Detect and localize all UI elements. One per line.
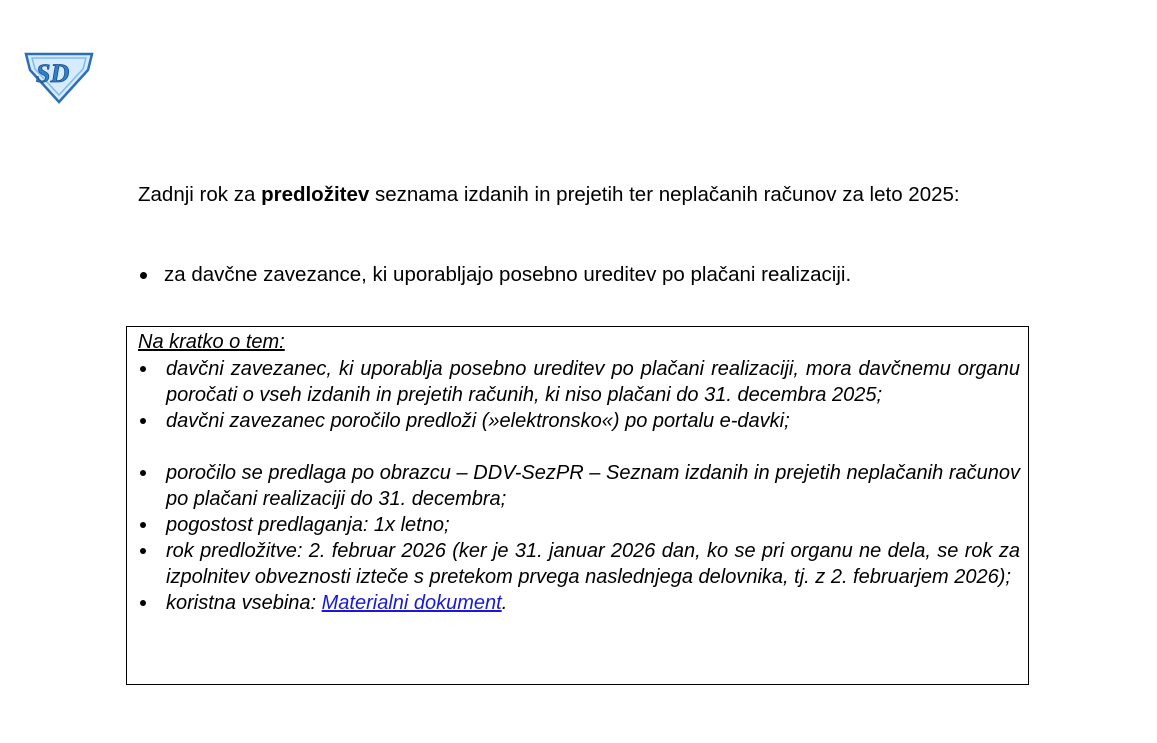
list-item bbox=[127, 356, 1028, 408]
intro-text-bold: predložitev bbox=[261, 183, 370, 206]
bullet-dot-icon bbox=[140, 522, 146, 528]
list-item bbox=[127, 460, 1028, 512]
list-item-text: rok predložitve: 2. februar 2026 (ker je 31. januar 2026 dan, ko se pri organu ne dela, se rok za izpolnitev obveznosti izteče s pretekom prvega naslednjega delovnika, tj. z 2. februarjem 2026); bbox=[166, 540, 1020, 588]
bullet-dot-icon bbox=[140, 600, 146, 606]
list-item-text: poročilo se predlaga po obrazcu – DDV-SezPR – Seznam izdanih in prejetih neplačanih računov po plačani realizaciji do 31. decembra; bbox=[166, 462, 1020, 510]
bullet-dot-icon bbox=[140, 418, 146, 424]
bullet-dot-icon bbox=[140, 470, 146, 476]
list-item-suffix: . bbox=[501, 592, 508, 614]
intro-paragraph bbox=[138, 174, 1038, 215]
bullet-dot-icon bbox=[140, 366, 146, 372]
list-item-text: davčni zavezanec, ki uporablja posebno ureditev po plačani realizaciji, mora davčnemu organu poročati o vseh izdanih in prejetih računih, ki niso plačani do 31. decembra 2025; bbox=[166, 358, 1020, 406]
summary-list bbox=[127, 356, 1028, 616]
sd-logo-icon bbox=[22, 48, 96, 104]
list-item bbox=[127, 590, 1028, 616]
bullet-dot-icon bbox=[140, 272, 147, 279]
materialni-dokument-link[interactable]: Materialni dokument bbox=[321, 592, 502, 614]
bullet-dot-icon bbox=[140, 548, 146, 554]
list-item bbox=[127, 408, 1028, 434]
intro-text-before: Zadnji rok za bbox=[138, 183, 262, 206]
summary-box bbox=[126, 326, 1029, 685]
list-item-text: pogostost predlaganja: 1x letno; bbox=[166, 514, 450, 536]
summary-box-title: Na kratko o tem: bbox=[138, 331, 285, 353]
svg-text:SD: SD bbox=[36, 59, 70, 88]
list-item bbox=[127, 512, 1028, 538]
intro-bullet-text: za davčne zavezance, ki uporabljajo posebno ureditev po plačani realizaciji. bbox=[164, 263, 852, 286]
intro-text-after: seznama izdanih in prejetih ter neplačanih računov za leto 2025: bbox=[369, 183, 960, 206]
list-item bbox=[127, 538, 1028, 590]
list-item-prefix: koristna vsebina: bbox=[166, 592, 322, 614]
list-item-text: davčni zavezanec poročilo predloži (»elektronsko«) po portalu e-davki; bbox=[166, 410, 790, 432]
